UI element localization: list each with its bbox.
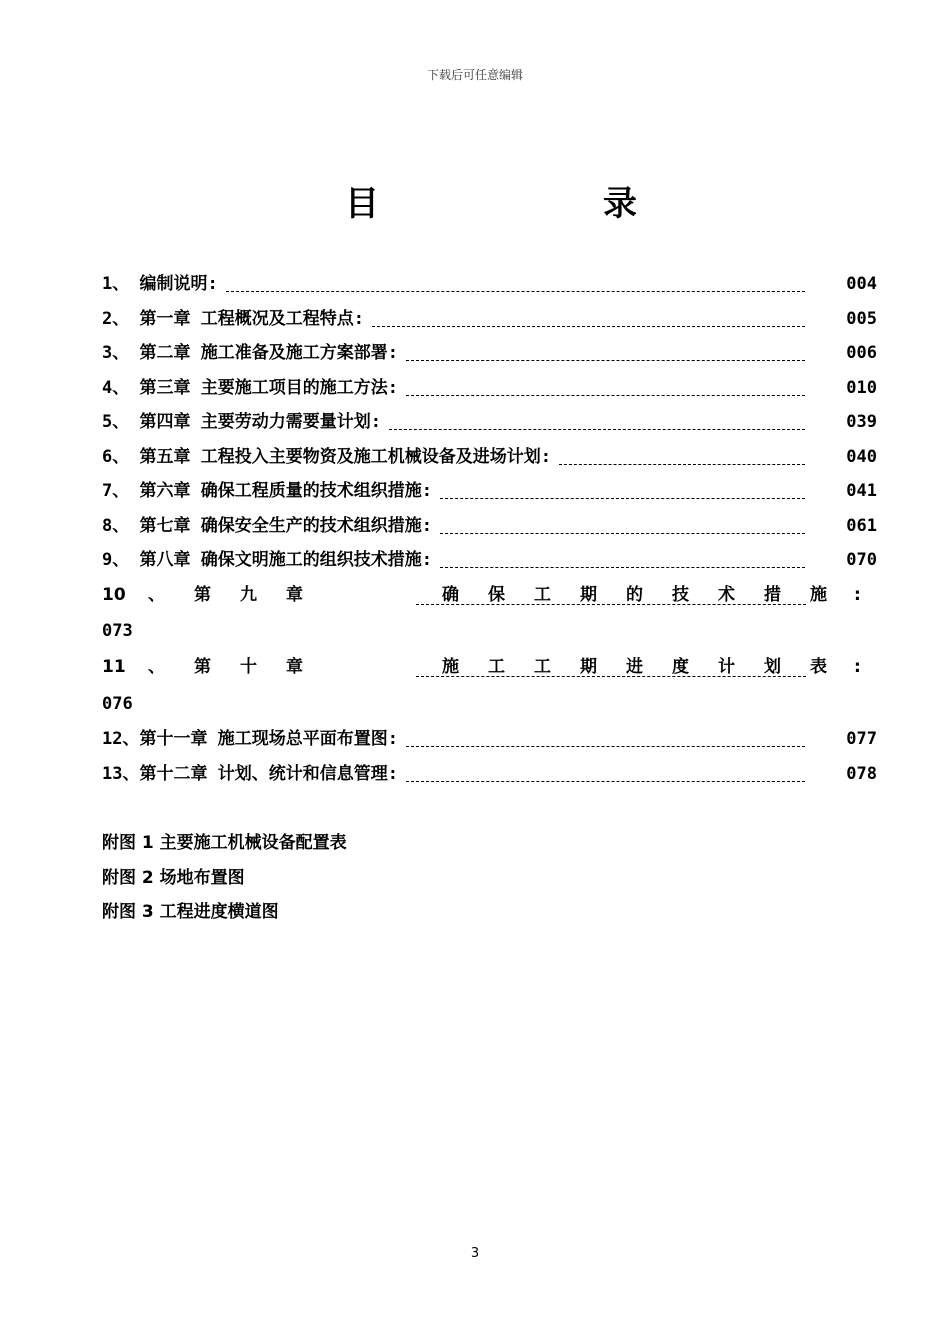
- toc-entry: [102, 339, 877, 367]
- toc-entry-title-char: 计: [718, 657, 735, 677]
- toc-entry-title-char: 期: [580, 585, 597, 605]
- toc-entry-title: 8、 第七章 确保安全生产的技术组织措施:: [102, 516, 432, 536]
- title-char-2: 录: [603, 184, 637, 224]
- toc-entry-title: 9、 第八章 确保文明施工的组织技术措施:: [102, 550, 432, 570]
- toc-entry-title-char: 进: [626, 657, 643, 677]
- toc-entry-num: 10: [102, 585, 126, 605]
- page-header: 下载后可任意编辑: [426, 68, 523, 82]
- toc-entry-title-char: 的: [626, 585, 643, 605]
- toc-entry-page: 073: [102, 621, 133, 641]
- toc-entry: [102, 477, 877, 505]
- toc-entry: [102, 546, 877, 574]
- toc-entry-page: 061: [846, 516, 877, 536]
- toc-leader-dots: [406, 781, 805, 782]
- toc-leader-dots: [226, 291, 805, 292]
- toc-entry-page: 070: [846, 550, 877, 570]
- toc-entry-title-char: 措: [764, 585, 781, 605]
- toc-entry: [102, 270, 877, 298]
- toc-entry-page: 006: [846, 343, 877, 363]
- toc-leader-dots: [416, 604, 806, 605]
- toc-entry-title-char: 施: [810, 585, 827, 605]
- toc-leader-dots: [406, 395, 805, 396]
- toc-entry-chapter-char: 章: [286, 585, 303, 605]
- toc-entry: [102, 408, 877, 436]
- toc-entry-title: 3、 第二章 施工准备及施工方案部署:: [102, 343, 398, 363]
- toc-entry-page: 039: [846, 412, 877, 432]
- toc-leader-dots: [416, 676, 806, 677]
- toc-entry-page: 041: [846, 481, 877, 501]
- toc-entry-title-char: 度: [672, 657, 689, 677]
- toc-entry-wide: [102, 653, 877, 681]
- toc-entry-title: 4、 第三章 主要施工项目的施工方法:: [102, 378, 398, 398]
- title-char-1: 目: [345, 184, 379, 224]
- toc-entry-title-char: 表: [810, 657, 827, 677]
- toc-leader-dots: [406, 360, 805, 361]
- page-number: 3: [470, 1246, 480, 1261]
- toc-entry-page: 076: [102, 694, 133, 714]
- toc-entry: [102, 512, 877, 540]
- toc-entry-title-char: 施: [442, 657, 459, 677]
- toc-entry-title-char: 技: [672, 585, 689, 605]
- toc-leader-dots: [559, 464, 805, 465]
- toc-entry-title: 2、 第一章 工程概况及工程特点:: [102, 309, 364, 329]
- toc-entry-page: 010: [846, 378, 877, 398]
- toc-entry-title-char: 保: [488, 585, 505, 605]
- toc-entry: [102, 725, 877, 753]
- appendix-item: 附图 1 主要施工机械设备配置表: [102, 833, 347, 853]
- toc-entry-page: 040: [846, 447, 877, 467]
- toc-entry-page: 077: [846, 729, 877, 749]
- toc-entry-title-char: 工: [534, 657, 551, 677]
- toc-entry-page: 004: [846, 274, 877, 294]
- toc-entry-wide: [102, 581, 877, 609]
- appendix-item: 附图 2 场地布置图: [102, 868, 245, 888]
- appendix-item: 附图 3 工程进度横道图: [102, 902, 279, 922]
- toc-entry-title-char: 划: [764, 657, 781, 677]
- toc-leader-dots: [440, 567, 805, 568]
- toc-entry-title: 7、 第六章 确保工程质量的技术组织措施:: [102, 481, 432, 501]
- toc-entry-page: 078: [846, 764, 877, 784]
- toc-entry-chapter-char: 十: [240, 657, 257, 677]
- toc-entry-title: 1、 编制说明:: [102, 274, 218, 294]
- toc-leader-dots: [372, 326, 805, 327]
- toc-entry: [102, 374, 877, 402]
- toc-entry: [102, 443, 877, 471]
- toc-entry-sep: 、: [148, 585, 165, 605]
- toc-entry-chapter-char: 章: [286, 657, 303, 677]
- page-title: [0, 176, 950, 224]
- toc-entry-chapter-char: 第: [194, 657, 211, 677]
- toc-entry-title: 13、第十二章 计划、统计和信息管理:: [102, 764, 398, 784]
- toc-entry-page: 005: [846, 309, 877, 329]
- toc-entry-title-char: 术: [718, 585, 735, 605]
- toc-entry-title-char: 确: [442, 585, 459, 605]
- toc-entry-colon: :: [854, 585, 861, 605]
- toc-leader-dots: [389, 429, 805, 430]
- toc-entry-chapter-char: 九: [240, 585, 257, 605]
- toc-entry-sep: 、: [148, 657, 165, 677]
- toc-leader-dots: [440, 498, 805, 499]
- toc-entry-title: 12、第十一章 施工现场总平面布置图:: [102, 729, 398, 749]
- toc-leader-dots: [440, 533, 805, 534]
- toc-entry-title-char: 工: [534, 585, 551, 605]
- toc-entry: [102, 760, 877, 788]
- toc-entry-num: 11: [102, 657, 126, 677]
- toc-entry-title-char: 期: [580, 657, 597, 677]
- toc-entry-title: 5、 第四章 主要劳动力需要量计划:: [102, 412, 381, 432]
- toc-leader-dots: [406, 746, 805, 747]
- toc-entry-title-char: 工: [488, 657, 505, 677]
- toc-entry: [102, 305, 877, 333]
- toc-entry-chapter-char: 第: [194, 585, 211, 605]
- toc-entry-title: 6、 第五章 工程投入主要物资及施工机械设备及进场计划:: [102, 447, 551, 467]
- toc-entry-colon: :: [854, 657, 861, 677]
